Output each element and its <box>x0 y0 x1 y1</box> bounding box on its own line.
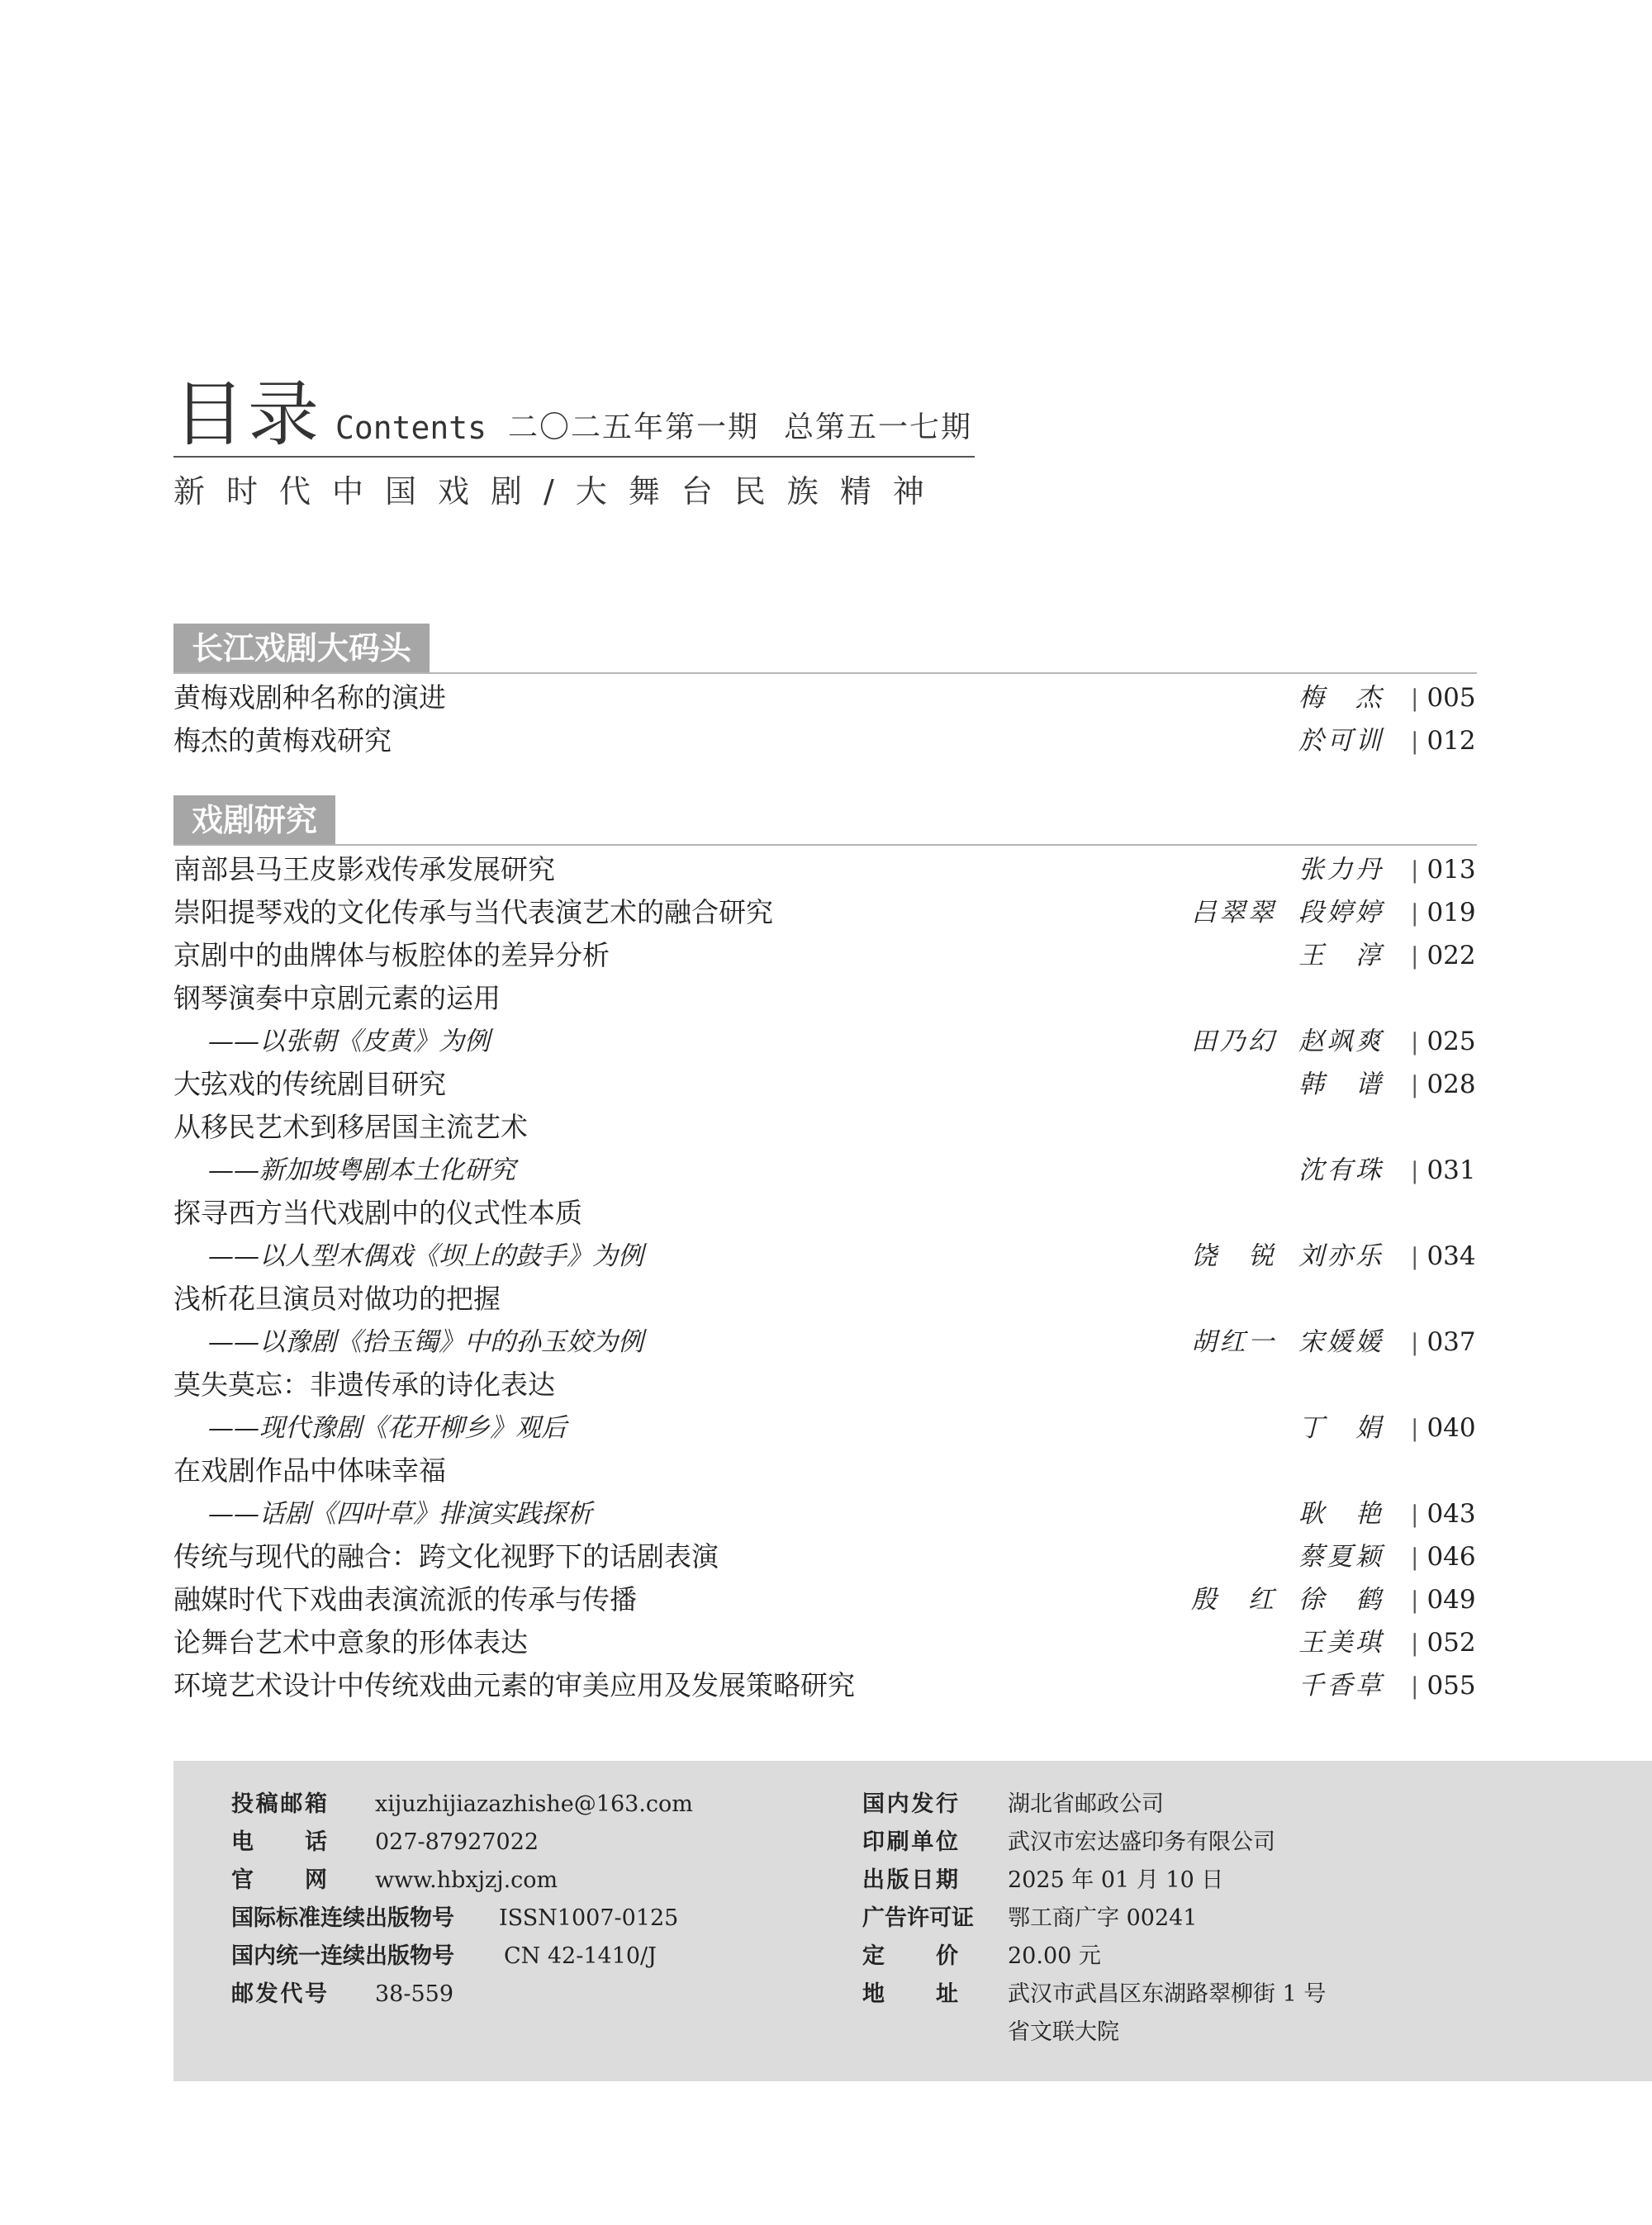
issue-label: 二〇二五年第一期 <box>508 410 760 444</box>
entry-page-number: | 019 <box>1411 891 1476 935</box>
entry-author: 王美琪 <box>1298 1628 1381 1658</box>
entry-author: 王淳 <box>1298 941 1381 970</box>
contents-header <box>173 370 975 511</box>
toc-entry[interactable] <box>173 1621 1477 1664</box>
toc-entry[interactable] <box>173 1192 1477 1235</box>
entry-subtitle[interactable]: ——以豫剧《拾玉镯》中的孙玉姣为例 <box>208 1327 643 1357</box>
toc-section-drama-research <box>173 795 1477 1707</box>
entry-subtitle[interactable]: ——以人型木偶戏《坝上的鼓手》为例 <box>208 1241 643 1271</box>
section-header <box>173 795 1477 845</box>
entry-title[interactable]: 崇阳提琴戏的文化传承与当代表演艺术的融合研究 <box>173 896 773 928</box>
toc-section-yangtze <box>173 624 1477 762</box>
info-label: 国内统一连续出版物号 <box>231 1943 454 1969</box>
entry-author: 徐鹤 <box>1298 1585 1381 1615</box>
info-row <box>231 1862 558 1900</box>
toc-entry[interactable] <box>173 676 1477 719</box>
info-value: xijuzhijiazazhishe@163.com <box>375 1791 693 1817</box>
info-label: 地址 <box>862 1981 958 2007</box>
info-row <box>231 1824 539 1862</box>
section-entries <box>173 676 1477 762</box>
entry-coauthor: 田乃幻 <box>1191 1027 1274 1056</box>
info-label: 定价 <box>862 1943 958 1969</box>
info-row <box>231 1900 679 1938</box>
entry-author: 梅杰 <box>1298 683 1381 713</box>
section-entries <box>173 848 1477 1707</box>
entry-page-number: | 043 <box>1411 1492 1476 1536</box>
section-header <box>173 624 1477 673</box>
entry-author: 宋媛媛 <box>1298 1327 1381 1357</box>
info-value: ISSN1007-0125 <box>499 1905 679 1931</box>
toc-entry[interactable] <box>173 1449 1477 1492</box>
info-label: 邮发代号 <box>231 1981 327 2007</box>
info-row <box>862 1786 1164 1824</box>
info-value: 027-87927022 <box>375 1829 539 1855</box>
toc-entry[interactable] <box>173 1063 1477 1106</box>
entry-title[interactable]: 黄梅戏剧种名称的演进 <box>173 681 446 714</box>
toc-entry[interactable] <box>173 1235 1477 1278</box>
toc-entry[interactable] <box>173 1664 1477 1707</box>
toc-entry[interactable] <box>173 1535 1477 1578</box>
entry-page-number: | 040 <box>1411 1407 1476 1450</box>
toc-entry[interactable] <box>173 1106 1477 1149</box>
entry-subtitle[interactable]: ——以张朝《皮黄》为例 <box>208 1027 490 1056</box>
entry-title[interactable]: 融媒时代下戏曲表演流派的传承与传播 <box>173 1583 637 1615</box>
toc-entry[interactable] <box>173 1364 1477 1407</box>
entry-page-number: | 005 <box>1411 676 1476 720</box>
info-value: 2025 年 01 月 10 日 <box>1008 1867 1224 1893</box>
entry-title[interactable]: 南部县马王皮影戏传承发展研究 <box>173 853 555 885</box>
entry-page-number: | 013 <box>1411 848 1476 892</box>
info-column-left <box>231 1786 693 2014</box>
entry-author: 千香草 <box>1298 1671 1381 1701</box>
total-issue-label: 总第五一七期 <box>784 410 973 444</box>
page-subtitle: 新时代中国戏剧/大舞台民族精神 <box>173 473 946 510</box>
info-row <box>862 1900 1198 1938</box>
info-label: 电话 <box>231 1829 327 1855</box>
entry-title[interactable]: 浅析花旦演员对做功的把握 <box>173 1283 501 1315</box>
info-value: 38-559 <box>375 1981 454 2007</box>
info-label: 广告许可证 <box>862 1905 974 1931</box>
info-value: 20.00 元 <box>1008 1943 1101 1969</box>
info-label: 官网 <box>231 1867 327 1893</box>
info-label: 国内发行 <box>862 1791 958 1817</box>
entry-page-number: | 022 <box>1411 934 1476 978</box>
section-label: 长江戏剧大码头 <box>173 624 430 673</box>
section-label: 戏剧研究 <box>173 795 335 845</box>
toc-entry[interactable] <box>173 1020 1477 1063</box>
toc-entry[interactable] <box>173 1278 1477 1321</box>
entry-coauthor: 吕翠翠 <box>1191 898 1274 927</box>
entry-subtitle[interactable]: ——话剧《四叶草》排演实践探析 <box>208 1499 592 1529</box>
info-row <box>862 1862 1224 1900</box>
info-column-right <box>862 1786 1327 2052</box>
entry-page-number: | 012 <box>1411 719 1476 763</box>
info-value: www.hbxjzj.com <box>375 1867 558 1893</box>
info-label: 出版日期 <box>862 1867 958 1893</box>
entry-subtitle[interactable]: ——新加坡粤剧本土化研究 <box>208 1155 515 1185</box>
entry-coauthor: 殷红 <box>1191 1585 1274 1615</box>
section-divider <box>173 672 1477 674</box>
entry-title[interactable]: 探寻西方当代戏剧中的仪式性本质 <box>173 1197 582 1229</box>
entry-author: 於可训 <box>1298 726 1381 756</box>
entry-title[interactable]: 环境艺术设计中传统戏曲元素的审美应用及发展策略研究 <box>173 1669 855 1701</box>
entry-page-number: | 028 <box>1411 1063 1476 1107</box>
toc-entry[interactable] <box>173 848 1477 891</box>
info-row <box>862 1938 1101 1976</box>
entry-author: 沈有珠 <box>1298 1155 1381 1185</box>
section-divider <box>173 844 1477 846</box>
entry-coauthor: 饶锐 <box>1191 1241 1274 1271</box>
entry-page-number: | 046 <box>1411 1535 1476 1579</box>
entry-author: 耿艳 <box>1298 1499 1381 1529</box>
entry-page-number: | 052 <box>1411 1621 1476 1665</box>
info-row <box>231 1938 657 1976</box>
entry-page-number: | 055 <box>1411 1664 1476 1708</box>
entry-title[interactable]: 京剧中的曲牌体与板腔体的差异分析 <box>173 939 610 971</box>
info-value: CN 42-1410/J <box>504 1943 657 1969</box>
publication-info-panel <box>173 1761 1652 2081</box>
toc-entry[interactable] <box>173 891 1477 934</box>
toc-entry[interactable] <box>173 1321 1477 1364</box>
entry-author: 刘亦乐 <box>1298 1241 1381 1271</box>
entry-title[interactable]: 大弦戏的传统剧目研究 <box>173 1068 446 1100</box>
entry-author: 韩谱 <box>1298 1070 1381 1099</box>
page-title: 目录 <box>173 373 322 456</box>
info-row <box>231 1976 454 2014</box>
entry-author: 蔡夏颖 <box>1298 1542 1381 1572</box>
entry-author: 赵飒爽 <box>1298 1027 1381 1056</box>
entry-author: 丁娟 <box>1298 1413 1381 1443</box>
entry-subtitle[interactable]: ——现代豫剧《花开柳乡》观后 <box>208 1413 567 1443</box>
entry-title[interactable]: 从移民艺术到移居国主流艺术 <box>173 1111 528 1143</box>
entry-page-number: | 037 <box>1411 1321 1476 1364</box>
entry-author: 张力丹 <box>1298 855 1381 885</box>
toc-entry[interactable] <box>173 1492 1477 1535</box>
info-label: 投稿邮箱 <box>231 1791 327 1817</box>
info-label: 国际标准连续出版物号 <box>231 1905 454 1931</box>
info-value: 省文联大院 <box>1008 2019 1119 2045</box>
toc-entry[interactable] <box>173 934 1477 977</box>
toc-entry[interactable] <box>173 719 1477 762</box>
toc-entry[interactable] <box>173 1407 1477 1449</box>
entry-title[interactable]: 传统与现代的融合：跨文化视野下的话剧表演 <box>173 1540 719 1573</box>
toc-entry[interactable] <box>173 977 1477 1020</box>
toc-entry[interactable] <box>173 1149 1477 1192</box>
info-row <box>862 1976 1327 2014</box>
entry-title[interactable]: 莫失莫忘：非遗传承的诗化表达 <box>173 1369 555 1401</box>
entry-title[interactable]: 钢琴演奏中京剧元素的运用 <box>173 982 501 1014</box>
entry-author: 段婷婷 <box>1298 898 1381 927</box>
entry-title[interactable]: 论舞台艺术中意象的形体表达 <box>173 1626 528 1658</box>
info-row <box>862 1824 1275 1862</box>
entry-coauthor: 胡红一 <box>1191 1327 1274 1357</box>
entry-title[interactable]: 梅杰的黄梅戏研究 <box>173 724 392 757</box>
info-row <box>231 1786 693 1824</box>
title-row <box>173 370 975 456</box>
entry-page-number: | 049 <box>1411 1578 1476 1622</box>
info-value: 湖北省邮政公司 <box>1008 1791 1164 1817</box>
info-value: 武汉市宏达盛印务有限公司 <box>1008 1829 1275 1855</box>
entry-page-number: | 031 <box>1411 1149 1476 1193</box>
toc-entry[interactable] <box>173 1578 1477 1621</box>
info-label: 印刷单位 <box>862 1829 958 1855</box>
entry-page-number: | 025 <box>1411 1020 1476 1064</box>
info-value: 武汉市武昌区东湖路翠柳街 1 号 <box>1008 1981 1327 2007</box>
info-row <box>862 2014 1119 2052</box>
page-title-english: Contents <box>335 410 487 446</box>
info-value: 鄂工商广字 00241 <box>1008 1905 1198 1931</box>
entry-page-number: | 034 <box>1411 1235 1476 1279</box>
header-divider <box>173 456 975 458</box>
entry-title[interactable]: 在戏剧作品中体味幸福 <box>173 1454 446 1487</box>
